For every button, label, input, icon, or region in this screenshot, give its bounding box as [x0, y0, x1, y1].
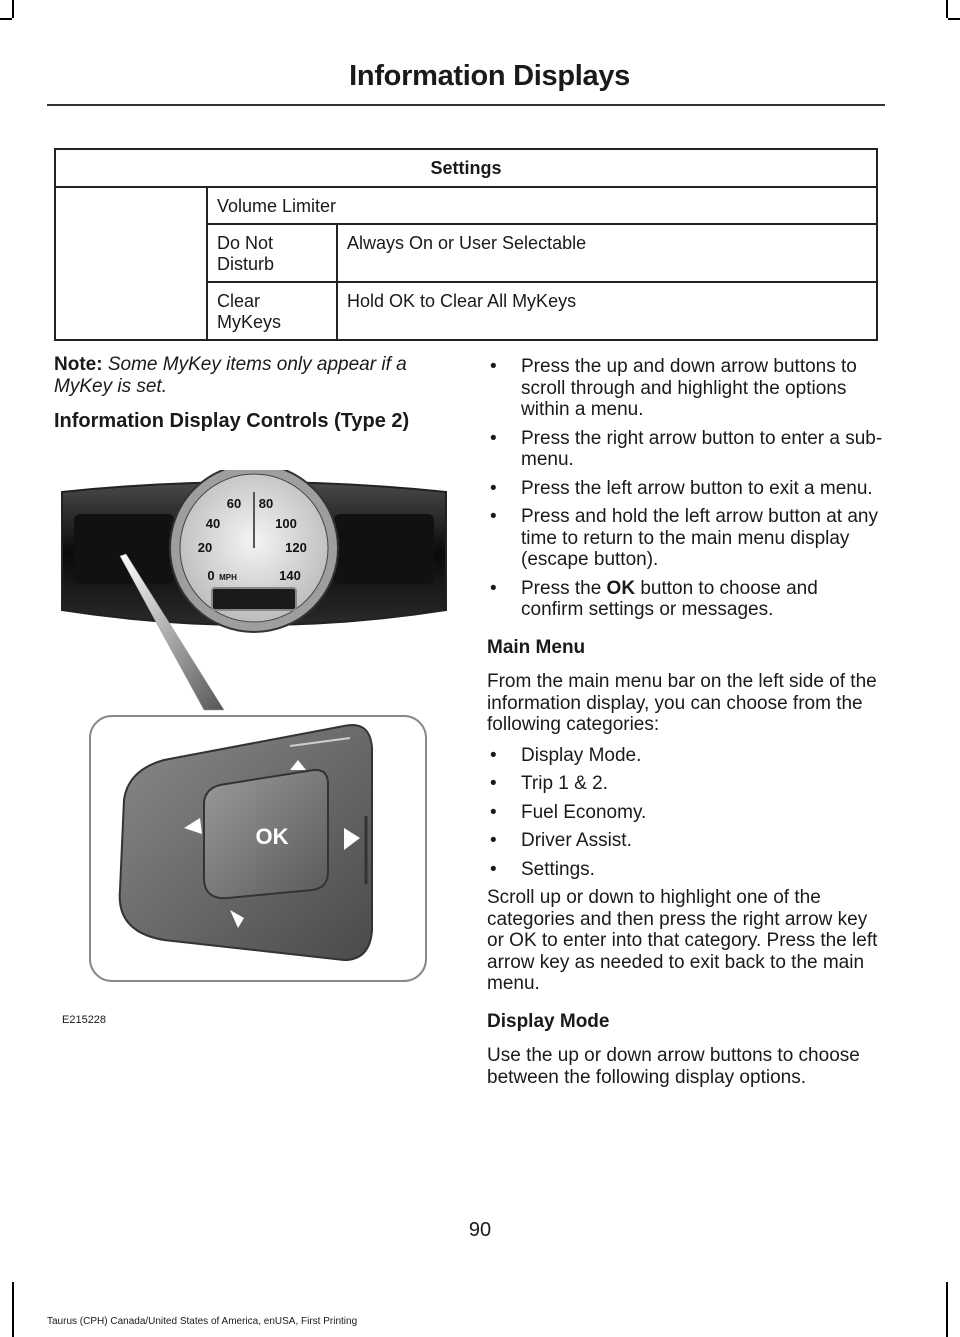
right-column: [487, 356, 885, 1088]
right-display-panel: [334, 514, 434, 584]
table-cell: Always On or User Selectable: [337, 224, 877, 282]
gauge-label: 140: [279, 568, 301, 583]
list-item: • Press the OK button to choose and confirm settings or messages.: [487, 578, 885, 621]
display-controls-figure: [54, 470, 454, 1030]
table-heading: Settings: [55, 149, 877, 187]
gauge-label: 20: [197, 540, 213, 555]
list-item: • Display Mode.: [487, 745, 885, 767]
page-title: Information Displays: [349, 60, 630, 92]
left-display-panel: [74, 514, 174, 584]
list-item: • Press and hold the left arrow button at any time to return to the main menu display (escape button).: [487, 506, 885, 571]
crop-mark: [0, 18, 12, 20]
page-number: 90: [468, 1219, 492, 1241]
table-cell: Volume Limiter: [207, 187, 877, 224]
list-item: • Press the right arrow button to enter a sub-menu.: [487, 428, 885, 471]
table-cell: Clear MyKeys: [207, 282, 337, 340]
gauge-label: 60: [226, 496, 242, 511]
crop-mark: [12, 0, 14, 18]
crop-mark: [948, 18, 960, 20]
list-item: • Fuel Economy.: [487, 802, 885, 824]
list-item: • Settings.: [487, 859, 885, 881]
gauge-label: 100: [275, 516, 297, 531]
list-item: • Press the left arrow button to exit a menu.: [487, 478, 885, 500]
crop-mark: [946, 0, 948, 18]
gauge-label: 80: [258, 496, 274, 511]
settings-table: [54, 148, 878, 341]
section-title: Information Display Controls (Type 2): [54, 410, 410, 432]
note: Note: Some MyKey items only appear if a MyKey is set.: [54, 354, 407, 397]
left-column: [54, 354, 444, 432]
footer: Taurus (CPH) Canada/United States of America, enUSA, First Printing: [47, 1316, 358, 1327]
gauge-label: 40: [205, 516, 221, 531]
empty-cell: [55, 187, 207, 340]
gauge-label: 0: [207, 568, 215, 583]
display-mode-heading: Display Mode: [487, 1010, 610, 1032]
crop-mark: [12, 1282, 14, 1337]
category-list: [487, 745, 885, 881]
ok-button-label: OK: [255, 824, 289, 849]
table-cell: Hold OK to Clear All MyKeys: [337, 282, 877, 340]
message-center-display: [212, 588, 296, 610]
main-menu-outro: Scroll up or down to highlight one of the categories and then press the right arrow key or OK to enter into that category. Press the left arrow key as needed to exit back to the main menu.: [487, 887, 878, 994]
control-instructions: [487, 356, 885, 621]
table-cell: Do Not Disturb: [207, 224, 337, 282]
display-mode-text: Use the up or down arrow buttons to choose between the following display options.: [487, 1045, 860, 1088]
main-menu-intro: From the main menu bar on the left side of the information display, you can choose from the following categories:: [487, 671, 877, 735]
list-item: • Trip 1 & 2.: [487, 773, 885, 795]
crop-mark: [946, 1282, 948, 1337]
list-item: • Driver Assist.: [487, 830, 885, 852]
gauge-unit: MPH: [219, 573, 237, 582]
gauge-label: 120: [285, 540, 307, 555]
header-divider: [47, 104, 885, 106]
figure-id: E215228: [62, 1014, 107, 1026]
main-menu-heading: Main Menu: [487, 636, 586, 658]
list-item: • Press the up and down arrow buttons to scroll through and highlight the options within a menu.: [487, 356, 885, 421]
